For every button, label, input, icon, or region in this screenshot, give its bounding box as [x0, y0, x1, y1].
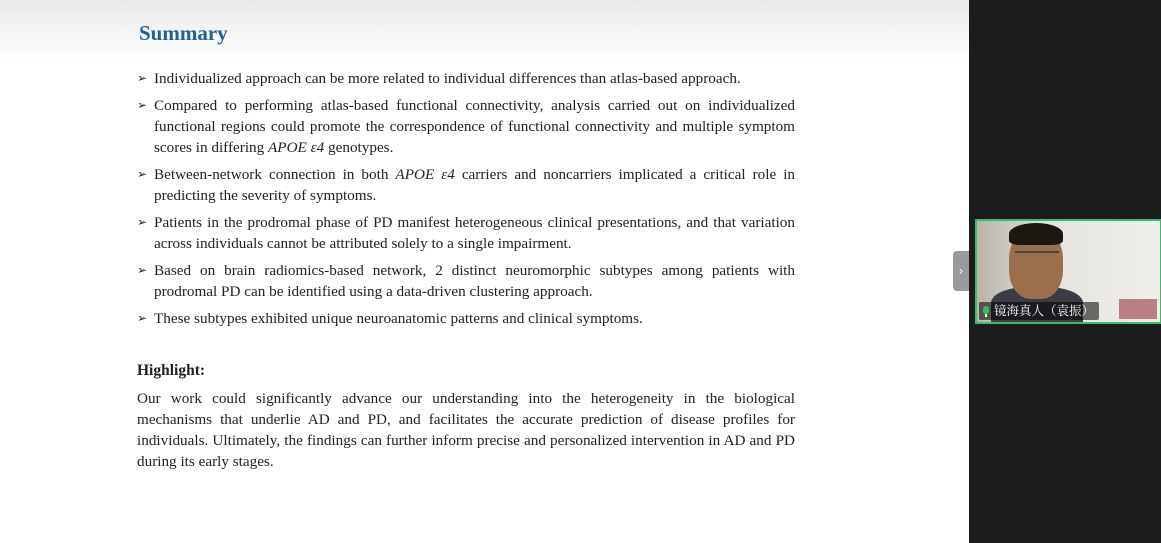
- bullet-item: ➢ Individualized approach can be more related to individual differences than atlas-based approach.: [137, 70, 741, 87]
- participant-hair: [1009, 223, 1063, 245]
- arrow-bullet-icon: ➢: [137, 263, 148, 277]
- bullet-item: ➢ Based on brain radiomics-based network, 2 distinct neuromorphic subtypes among patients with prodromal PD can be identified using a data-driven clustering approach.: [137, 262, 795, 300]
- collapse-panel-button[interactable]: ›: [953, 251, 969, 291]
- arrow-bullet-icon: ➢: [137, 71, 148, 85]
- participant-name-tag: [979, 302, 1099, 320]
- arrow-bullet-icon: ➢: [137, 311, 148, 325]
- bullet-item: ➢ These subtypes exhibited unique neuroanatomic patterns and clinical symptoms.: [137, 310, 643, 327]
- highlight-heading: Highlight:: [137, 362, 206, 379]
- arrow-bullet-icon: ➢: [137, 215, 148, 229]
- participant-glasses: [1015, 251, 1059, 265]
- summary-bullet-list: [137, 68, 795, 335]
- participant-video-tile[interactable]: [975, 219, 1161, 324]
- bullet-item: ➢ Compared to performing atlas-based functional connectivity, analysis carried out on individualized functional regions could promote the correspondence of functional connectivity and multiple symptom scores in differing APOE ε4 genotypes.: [137, 97, 795, 156]
- slide-title: Summary: [139, 21, 228, 45]
- arrow-bullet-icon: ➢: [137, 167, 148, 181]
- bullet-item: ➢ Patients in the prodromal phase of PD manifest heterogeneous clinical presentations, and that variation across individuals cannot be attributed solely to a single impairment.: [137, 214, 795, 252]
- arrow-bullet-icon: ➢: [137, 98, 148, 112]
- video-background-object: [1119, 299, 1157, 319]
- participant-name: 镜海真人（袁振）: [994, 303, 1095, 318]
- bullet-item: ➢ Between-network connection in both APOE ε4 carriers and noncarriers implicated a critical role in predicting the severity of symptoms.: [137, 166, 796, 204]
- highlight-paragraph: Our work could significantly advance our understanding into the heterogeneity in the biological mechanisms that underlie AD and PD, and facilitates the accurate prediction of disease profiles for individuals. Ultimately, the findings can further inform precise and personalized intervention in AD and PD during its early stages.: [137, 390, 795, 470]
- microphone-icon: [982, 306, 990, 317]
